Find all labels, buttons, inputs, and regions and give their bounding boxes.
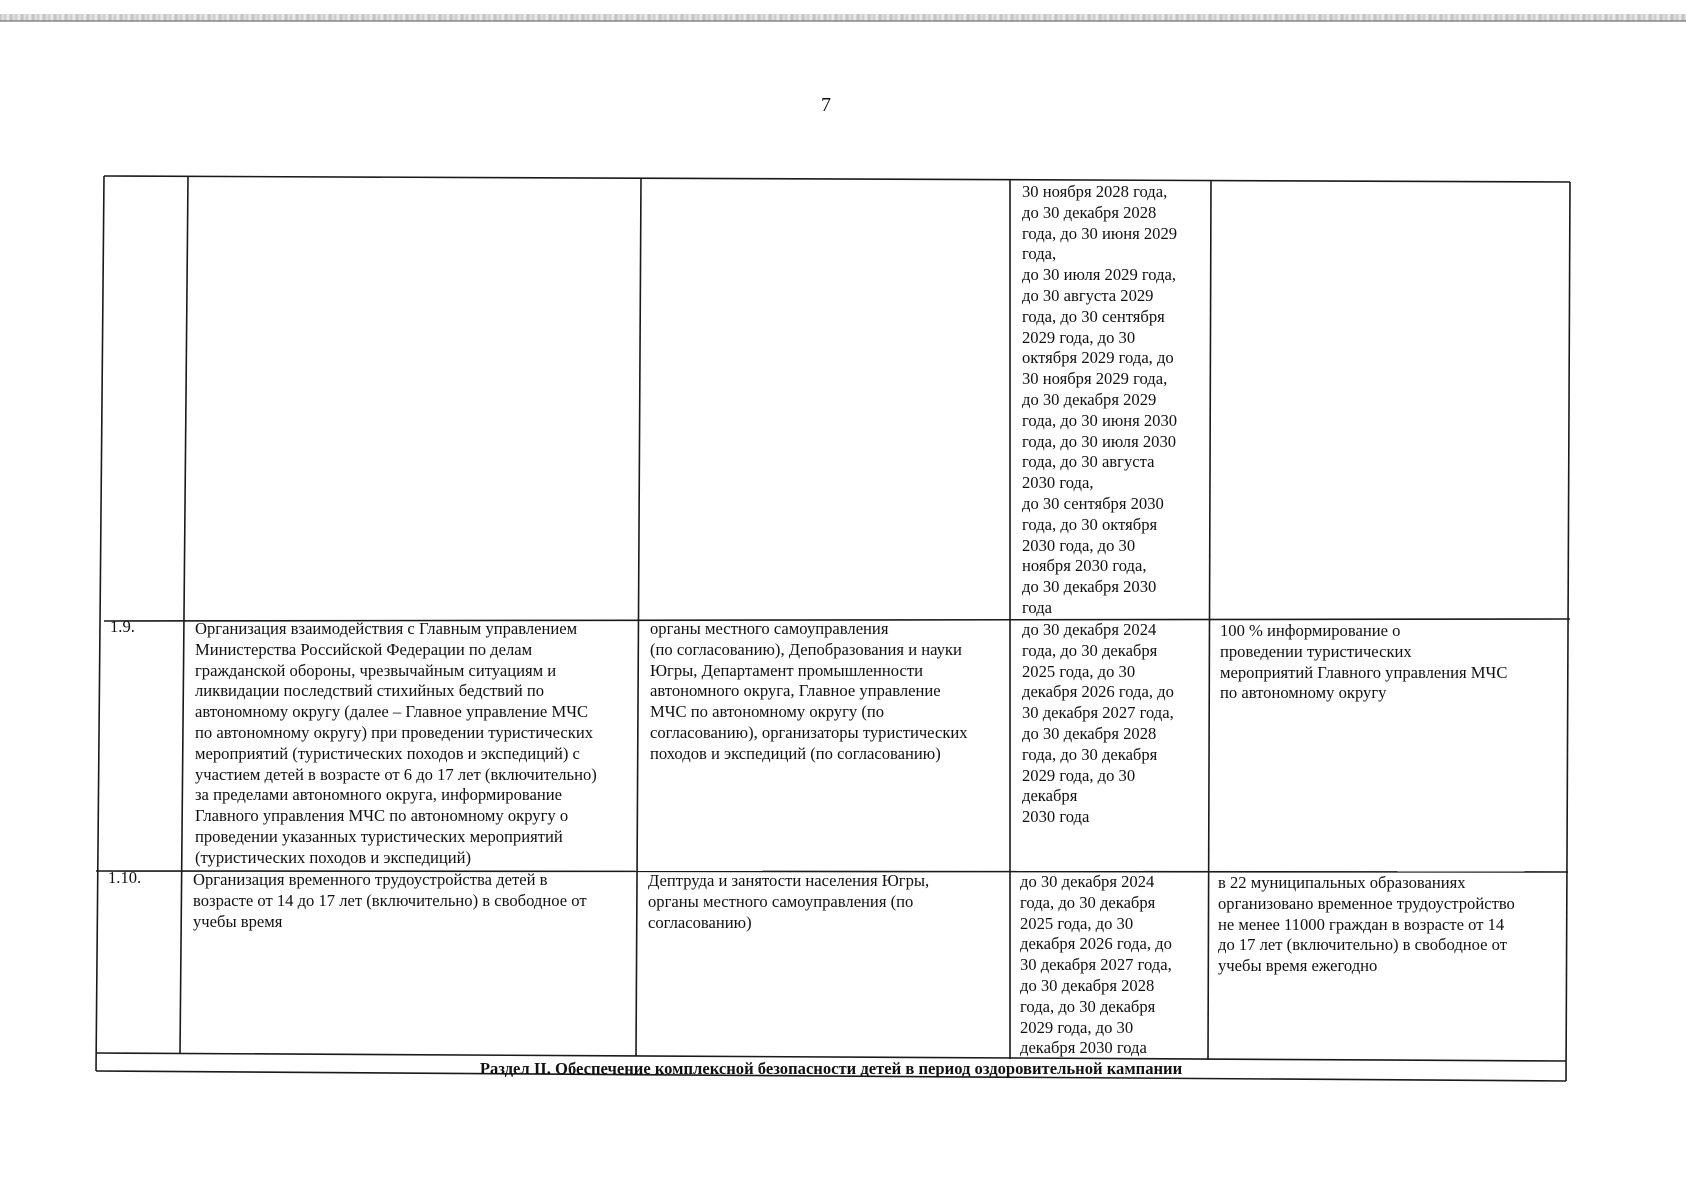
table-row-1-9-result: 100 % информирование о проведении туристических мероприятий Главного управления МЧС по автономному округу <box>1220 621 1508 703</box>
table-row-1-9-deadline: до 30 декабря 2024 года, до 30 декабря 2025 года, до 30 декабря 2026 года, до 30 декабря 2027 года, до 30 декабря 2028 года, до 30 декабря 2029 года, до 30 декабря 2030 года <box>1022 620 1174 827</box>
table-row-1-10-activity: Организация временного трудоустройства детей в возрасте от 14 до 17 лет (включительно) в свободное от учебы время <box>193 870 587 931</box>
table-row-1-10-result: в 22 муниципальных образованиях организовано временное трудоустройство не менее 11000 граждан в возрасте от 14 до 17 лет (включительно) в свободное от учебы время ежегодно <box>1218 873 1515 976</box>
table-row-1-9-activity: Организация взаимодействия с Главным управлением Министерства Российской Федерации по делам гражданской обороны, чрезвычайным ситуациям и ликвидации последствий стихийных бедствий по автономному округу (далее – Главное управление МЧС по автономному округу) при проведении туристических мероприятий (туристических походов и экспедиций) с участием детей в возрасте от 6 до 17 лет (включительно) за пределами автономного округа, информирование Главного управления МЧС по автономному округу о проведении указанных туристических мероприятий (туристических походов и экспедиций) <box>195 619 597 867</box>
table-row-continuation-deadline: 30 ноября 2028 года, до 30 декабря 2028 года, до 30 июня 2029 года, до 30 июля 2029 года, до 30 августа 2029 года, до 30 сентября 2029 года, до 30 октября 2029 года, до 30 ноября 2029 года, до 30 декабря 2029 года, до 30 июня 2030 года, до 30 июля 2030 года, до 30 августа 2030 года, до 30 сентября 2030 года, до 30 октября 2030 года, до 30 ноября 2030 года, до 30 декабря 2030 года <box>1022 182 1178 617</box>
page-number: 7 <box>821 94 831 116</box>
table-row-1-10-number: 1.10. <box>108 868 142 887</box>
table-row-1-9-responsible: органы местного самоуправления (по согласованию), Депобразования и науки Югры, Департамент промышленности автономного округа, Главное управление МЧС по автономному округу (по согласованию), организаторы туристических походов и экспедиций (по согласованию) <box>650 619 968 763</box>
table-row-1-9-number: 1.9. <box>110 617 135 636</box>
section-title: Раздел II. Обеспечение комплексной безопасности детей в период оздоровительной кампании <box>479 1059 1183 1078</box>
scan-edge-line <box>0 20 1686 22</box>
table-row-1-10-deadline: до 30 декабря 2024 года, до 30 декабря 2025 года, до 30 декабря 2026 года, до 30 декабря 2027 года, до 30 декабря 2028 года, до 30 декабря 2029 года, до 30 декабря 2030 года <box>1020 872 1172 1058</box>
table-row-1-10-responsible: Дептруда и занятости населения Югры, органы местного самоуправления (по согласованию) <box>648 871 930 932</box>
